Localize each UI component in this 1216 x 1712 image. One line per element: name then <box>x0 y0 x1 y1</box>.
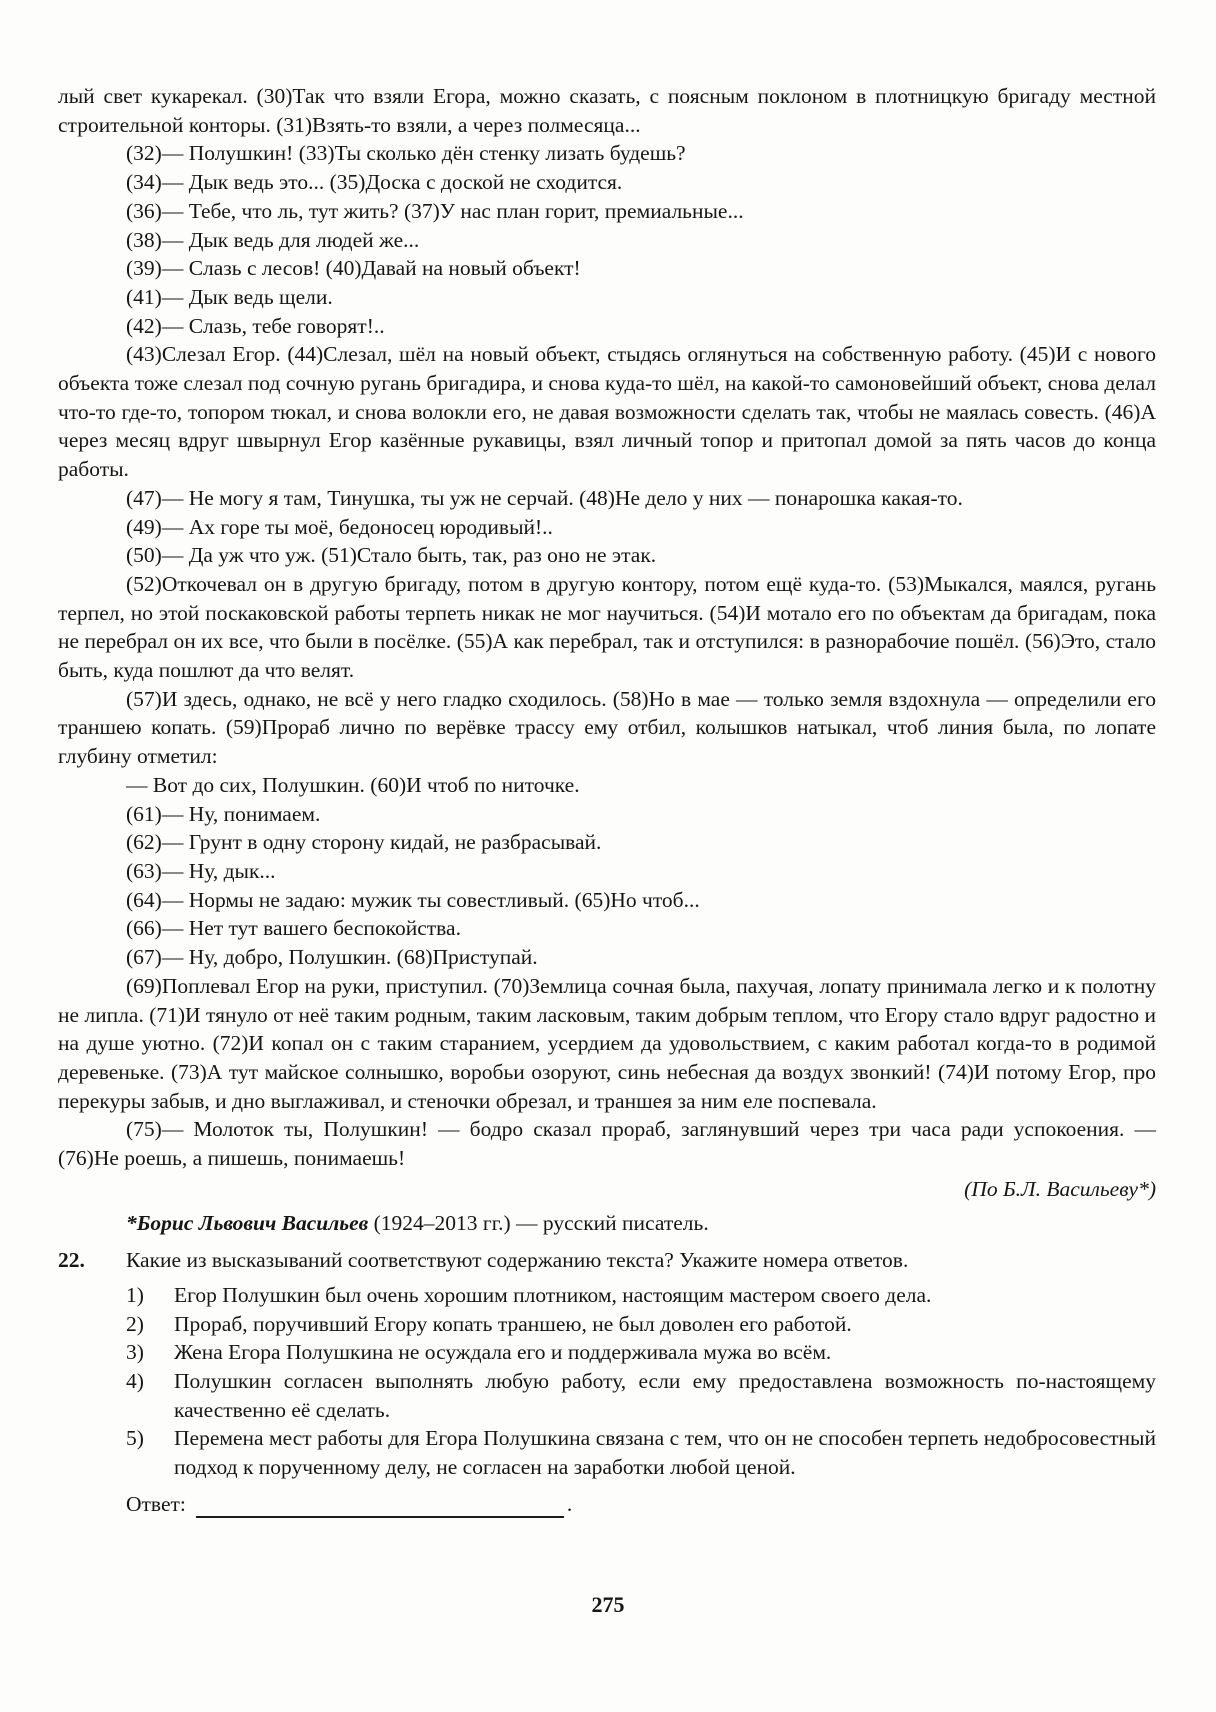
option-text: Прораб, поручивший Егору копать траншею, не был доволен его работой. <box>174 1311 852 1336</box>
option-item <box>126 1338 1156 1367</box>
source-attribution: (По Б.Л. Васильеву*) <box>964 1176 1156 1201</box>
option-item <box>126 1424 1156 1481</box>
dialogue-line: (67)— Ну, добро, Полушкин. (68)Приступай. <box>126 945 538 970</box>
option-text: Егор Полушкин был очень хорошим плотником, настоящим мастером своего дела. <box>174 1282 932 1307</box>
dialogue-line: (49)— Ах горе ты моё, бедоносец юродивый!.. <box>126 514 553 539</box>
author-footnote <box>58 1209 1156 1238</box>
dialogue-line: (41)— Дык ведь щели. <box>126 284 333 309</box>
text-paragraph: (52)Откочевал он в другую бригаду, потом в другую контору, потом ещё куда-то. (53)Мыкался, маялся, ругань терпел, но этой поскаковской работы терпеть никак не мог научиться. (54)И мотало его по объектам да бригадам, пока не перебрал он их все, что были в посёлке. (55)А как перебрал, так и отступился: в разнорабочие пошёл. (56)Это, стало быть, куда пошлют да что велят. <box>58 571 1156 683</box>
dialogue-line: (66)— Нет тут вашего беспокойства. <box>126 916 461 941</box>
option-number: 3) <box>126 1340 144 1365</box>
option-text: Полушкин согласен выполнять любую работу, если ему предоставлена возможность по-настоящему качественно её сделать. <box>174 1368 1156 1422</box>
dialogue-line: (62)— Грунт в одну сторону кидай, не разбрасывай. <box>126 830 602 855</box>
answer-end-mark: . <box>566 1491 573 1516</box>
task-question: Какие из высказываний соответствуют содержанию текста? Укажите номера ответов. <box>126 1248 909 1273</box>
option-item <box>126 1367 1156 1424</box>
option-item <box>126 1310 1156 1339</box>
option-number: 2) <box>126 1311 144 1336</box>
dialogue-line: (39)— Слазь с лесов! (40)Давай на новый объект! <box>126 256 581 281</box>
dialogue-line: (42)— Слазь, тебе говорят!.. <box>126 313 385 338</box>
text-paragraph: (75)— Молоток ты, Полушкин! — бодро сказал прораб, заглянувший через три часа ради успокоения. — (76)Не роешь, а пишешь, понимаешь! <box>58 1117 1156 1171</box>
dialogue-line: — Вот до сих, Полушкин. (60)И чтоб по ниточке. <box>126 772 580 797</box>
option-item <box>126 1281 1156 1310</box>
text-paragraph: (43)Слезал Егор. (44)Слезал, шёл на новый объект, стыдясь оглянуться на собственную работу. (45)И с нового объекта тоже слезал под сочную ругань бригадира, и снова куда-то шёл, на какой-то самоновейший объект, снова делал что-то где-то, топором тюкал, и снова волокли его, не давая возможности сделать так, чтобы не маялась совесть. (46)А через месяц вдруг швырнул Егор казённые рукавицы, взял личный топор и притопал домой за пять часов до конца работы. <box>58 342 1156 482</box>
answer-label: Ответ: <box>126 1491 186 1516</box>
dialogue-line: (36)— Тебе, что ль, тут жить? (37)У нас план горит, премиальные... <box>126 198 744 223</box>
dialogue-line: (47)— Не могу я там, Тинушка, ты уж не серчай. (48)Не дело у них — понарошка какая-то. <box>126 485 963 510</box>
option-number: 4) <box>126 1368 144 1393</box>
option-number: 5) <box>126 1426 144 1451</box>
dialogue-line: (34)— Дык ведь это... (35)Доска с доской не сходится. <box>126 170 623 195</box>
text-paragraph: лый свет кукарекал. (30)Так что взяли Егора, можно сказать, с поясным поклоном в плотницкую бригаду местной строительной конторы. (31)Взять-то взяли, а через полмесяца... <box>58 84 1156 137</box>
dialogue-line: (50)— Да уж что уж. (51)Стало быть, так, раз оно не этак. <box>126 543 657 568</box>
dialogue-line: (64)— Нормы не задаю: мужик ты совестливый. (65)Но чтоб... <box>126 887 700 912</box>
story-text <box>58 82 1156 1518</box>
author-details: (1924–2013 гг.) — русский писатель. <box>368 1211 709 1236</box>
answer-options <box>126 1281 1156 1482</box>
text-paragraph: (57)И здесь, однако, не всё у него гладко сходилось. (58)Но в мае — только земля вздохнула — определили его траншею копать. (59)Прораб лично по верёвке трассу ему отбил, колышков натыкал, чтоб линия была, по лопате глубину отметил: <box>58 686 1156 769</box>
dialogue-line: (38)— Дык ведь для людей же... <box>126 227 420 252</box>
option-text: Перемена мест работы для Егора Полушкина связана с тем, что он не способен терпеть недобросовестный подход к порученному делу, не согласен на заработки любой ценой. <box>174 1426 1156 1480</box>
author-name: *Борис Львович Васильев <box>126 1211 369 1236</box>
option-number: 1) <box>126 1282 144 1307</box>
dialogue-line: (61)— Ну, понимаем. <box>126 801 321 826</box>
option-text: Жена Егора Полушкина не осуждала его и поддерживала мужа во всём. <box>174 1340 832 1365</box>
answer-row <box>126 1490 1156 1519</box>
page-number: 275 <box>591 1592 625 1617</box>
task-22 <box>58 1246 1156 1275</box>
text-paragraph: (69)Поплевал Егор на руки, приступил. (70)Землица сочная была, пахучая, лопату принимала легко и к полотну не липла. (71)И тянуло от неё таким родным, таким ласковым, таким добрым теплом, что Егору стало вдруг радостно и на душе уютно. (72)И копал он с таким старанием, усердием да удовольствием, с каким работал когда-то в родимой деревеньке. (73)А тут майское солнышко, воробьи озоруют, синь небесная да воздух звонкий! (74)И потому Егор, про перекуры забыв, и дно выглаживал, и стеночки обрезал, и траншея за ним еле поспевала. <box>58 973 1156 1113</box>
task-number: 22. <box>58 1248 85 1273</box>
paragraph-list <box>58 82 1156 1173</box>
dialogue-line: (63)— Ну, дык... <box>126 858 276 883</box>
answer-blank-field[interactable] <box>196 1496 564 1518</box>
dialogue-line: (32)— Полушкин! (33)Ты сколько дён стенку лизать будешь? <box>126 141 686 166</box>
